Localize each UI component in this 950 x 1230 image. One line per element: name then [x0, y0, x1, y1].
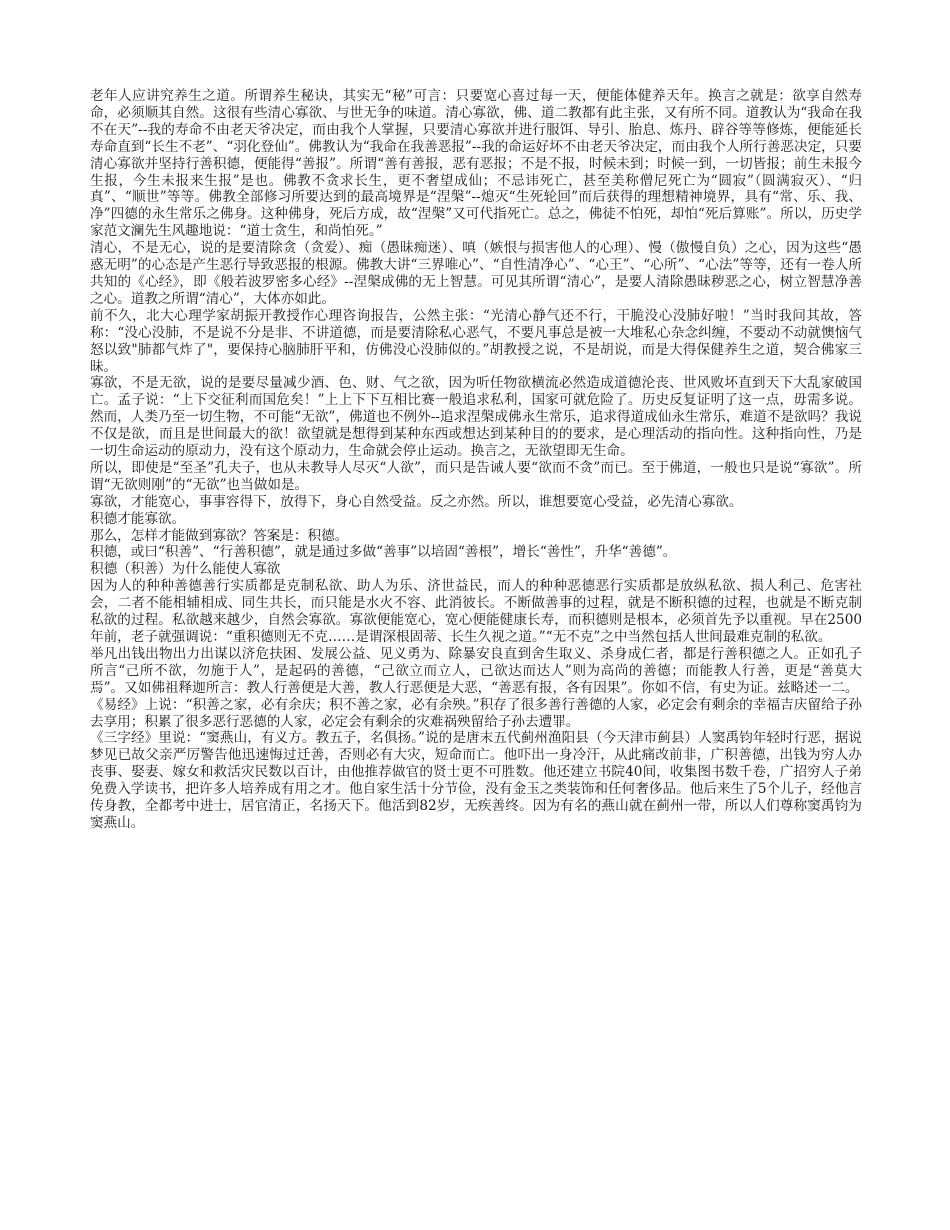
- paragraph-guayu: 寡欲，不是无欲，说的是要尽量减少酒、色、财、气之欲，因为听任物欲横流必然造成道德沦丧、世风败坏直到天下大乱家破国亡。孟子说：“上下交征利而国危矣！”上上下下互相比赛一般追求私利，国家可就危险了。历史反复证明了这一点，毋需多说。然而，人类乃至一切生物，不可能“无欲”，佛道也不例外--追求涅槃成佛永生常乐，追求得道成仙永生常乐，难道不是欲吗？我说不仅是欲，而且是世间最大的欲！欲望就是想得到某种东西或想达到某种目的的要求，是心理活动的指向性。这种指向性，乃是一切生命运动的原动力，没有这个原动力，生命就会停止运动。换言之，无欲望即无生命。: [90, 375, 862, 460]
- paragraph-qingxin: 清心，不是无心，说的是要清除贪（贪爱）、痴（愚昧痴迷）、嗔（嫉恨与损害他人的心理）、慢（傲慢自负）之心，因为这些“愚惑无明”的心态是产生恶行导致恶报的根源。佛教大讲“三界唯心”、“自性清净心”、“心王”、“心所”、“心法”等等，还有一卷人所共知的《心经》，即《般若波罗密多心经》--涅槃成佛的无上智慧。可见其所谓“清心”，是要人清除愚昧秽恶之心，树立智慧净善之心。道教之所谓“清心”，大体亦如此。: [90, 240, 862, 307]
- section-heading: 积德（积善）为什么能使人寡欲: [90, 561, 281, 578]
- paragraph-xingshan: 举凡出钱出物出力出谋以济危扶困、发展公益、见义勇为、除暴安良直到舍生取义、杀身成仁者，都是行善积德之人。正如孔子所言“己所不欲，勿施于人”，是起码的善德，“己欲立而立人，己欲达而达人”则为高尚的善德；而能教人行善，更是“善莫大焉”。又如佛祖释迦所言：教人行善便是大善，教人行恶便是大恶，“善恶有报，各有因果”。你如不信，有史为证。兹略述一二。: [90, 645, 862, 696]
- paragraph-jishan: 积德，或曰“积善”、“行善积德”，就是通过多做“善事”以培固“善根”，增长“善性”，升华“善德”。: [90, 544, 677, 561]
- paragraph-yijing: 《易经》上说：“积善之家，必有余庆；积不善之家，必有余殃。”积存了很多善行善德的人家，必定会有剩余的幸福吉庆留给子孙去享用；积累了很多恶行恶德的人家，必定会有剩余的灾难祸殃留给子孙去遭罪。: [90, 696, 862, 730]
- paragraph-intro: 老年人应讲究养生之道。所谓养生秘诀，其实无“秘”可言：只要宽心喜过每一天，便能体健养天年。换言之就是：欲享自然寿命，必须顺其自然。这很有些清心寡欲、与世无争的味道。清心寡欲，佛、道二教都有此主张，又有所不同。道教认为“我命在我不在天”--我的寿命不由老天爷决定，而由我个人掌握，只要清心寡欲并进行服饵、导引、胎息、炼丹、辟谷等等修炼，便能延长寿命直到“长生不老”、“羽化登仙”。佛教认为“我命在我善恶报”--我的命运好坏不由老天爷决定，而由我个人所行善恶决定，只要清心寡欲并坚持行善积德，便能得“善报”。所谓“善有善报，恶有恶报；不是不报，时候未到；时候一到，一切皆报；前生未报今生报，今生未报来生报”是也。佛教不贪求长生，更不奢望成仙；不忌讳死亡，甚至美称僧尼死亡为“圆寂”（圆满寂灭）、“归真”、“顺世”等等。佛教全部修习所要达到的最高境界是“涅槃”--熄灭“生死轮回”而后获得的理想精神境界，具有“常、乐、我、净”四德的永生常乐之佛身。这种佛身，死后方成，故“涅槃”又可代指死亡。总之，佛徒不怕死，却怕“死后算账”。所以，历史学家范文澜先生风趣地说：“道士贪生，和尚怕死。”: [90, 88, 862, 240]
- paragraph-kuanxin: 寡欲，才能宽心，事事容得下，放得下，身心自然受益。反之亦然。所以，谁想要宽心受益，必先清心寡欲。: [90, 493, 743, 510]
- document-body: [90, 88, 862, 832]
- paragraph-sanzijing: 《三字经》里说：“窦燕山，有义方。教五子，名俱扬。”说的是唐末五代蓟州渔阳县（今天津市蓟县）人窦禹钧年轻时行恶，据说梦见已故父亲严厉警告他迅速悔过迁善，否则必有大灾，短命而亡。他吓出一身冷汗，从此痛改前非，广积善德，出钱为穷人办丧事、娶妻、嫁女和救活灾民数以百计，由他推荐做官的贤士更不可胜数。他还建立书院40间，收集图书数千卷，广招穷人子弟免费入学读书，把许多人培养成有用之才。他自家生活十分节俭，没有金玉之类装饰和任何奢侈品。他后来生了5个儿子，经他言传身教，全都考中进士，居官清正，名扬天下。他活到82岁，无疾善终。因为有名的燕山就在蓟州一带，所以人们尊称窦禹钧为窦燕山。: [90, 730, 862, 831]
- paragraph-question: 那么，怎样才能做到寡欲？答案是：积德。: [90, 527, 349, 544]
- paragraph-jide-heading: 积德才能寡欲。: [90, 510, 186, 527]
- paragraph-hu-professor: 前不久，北大心理学家胡振开教授作心理咨询报告，公然主张：“光清心静气还不行，干脆没心没肺好啦！”当时我问其故，答称：“没心没肺，不是说不分是非、不讲道德，而是要清除私心恶气，不要凡事总是被一大堆私心杂念纠缠，不要动不动就懊恼气怒以致"肺都气炸了"，要保持心脑肺肝平和，仿佛没心没肺似的。”胡教授之说，不是胡说，而是大得保健养生之道，契合佛家三昧。: [90, 307, 862, 375]
- paragraph-confucius: 所以，即使是“至圣”孔夫子，也从未教导人尽灭“人欲”，而只是告诫人要“欲而不贪”而已。至于佛道，一般也只是说“寡欲”。所谓“无欲则刚”的“无欲”也当做如是。: [90, 459, 862, 493]
- paragraph-shande: 因为人的种种善德善行实质都是克制私欲、助人为乐、济世益民，而人的种种恶德恶行实质都是放纵私欲、损人利己、危害社会，二者不能相辅相成、同生共长，而只能是水火不容、此消彼长。不断做善事的过程，就是不断积德的过程，也就是不断克制私欲的过程。私欲越来越少，自然会寡欲。寡欲便能宽心，宽心便能健康长寿，而积德则是根本，必须首先予以重视。早在2500年前，老子就强调说：“重积德则无不克……是谓深根固蒂、长生久视之道。”“无不克”之中当然包括人世间最难克制的私欲。: [90, 578, 862, 645]
